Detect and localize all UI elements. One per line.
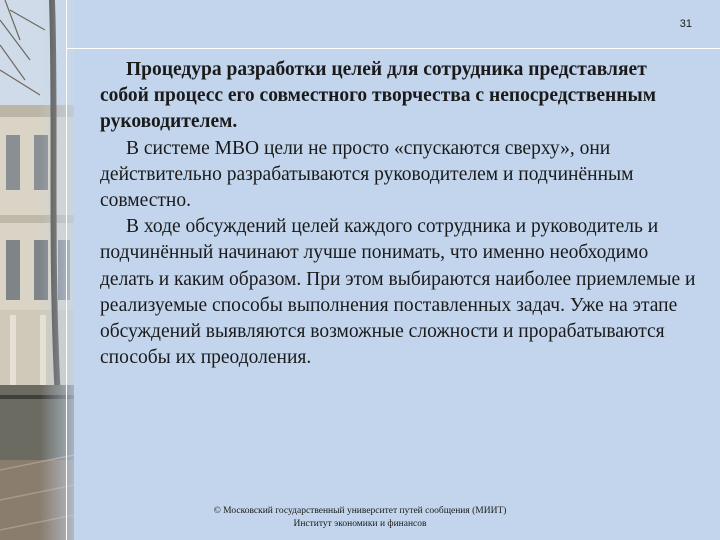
paragraph-discussion: В ходе обсуждений целей каждого сотрудника и руководитель и подчинённый начинают лучше понимать, что именно необходимо делать и каким образом. При этом выбираются наиболее приемлемые и реализуемые способы выполнения поставленных задач. Уже на этапе обсуждений выявляются возможные сложности и прорабатываются способы их преодоления.	[100, 216, 696, 369]
paragraph-lead: Процедура разработки целей для сотрудника представляет собой процесс его совместного творчества с непосредственным руководителем.	[100, 59, 656, 133]
photo-fade-overlay	[40, 0, 90, 540]
paragraph-mbo: В системе МВО цели не просто «спускаются сверху», они действительно разрабатываются руководителем и подчинённым совместно.	[100, 137, 634, 212]
footer-copyright: © Московский государственный университет путей сообщения (МИИТ)	[213, 506, 507, 516]
slide-number: 31	[679, 18, 692, 30]
footer-institute: Институт экономики и финансов	[293, 519, 427, 529]
footer	[160, 505, 560, 531]
vertical-rule	[66, 0, 67, 540]
slide-body	[100, 57, 700, 371]
horizontal-rule	[66, 48, 720, 49]
